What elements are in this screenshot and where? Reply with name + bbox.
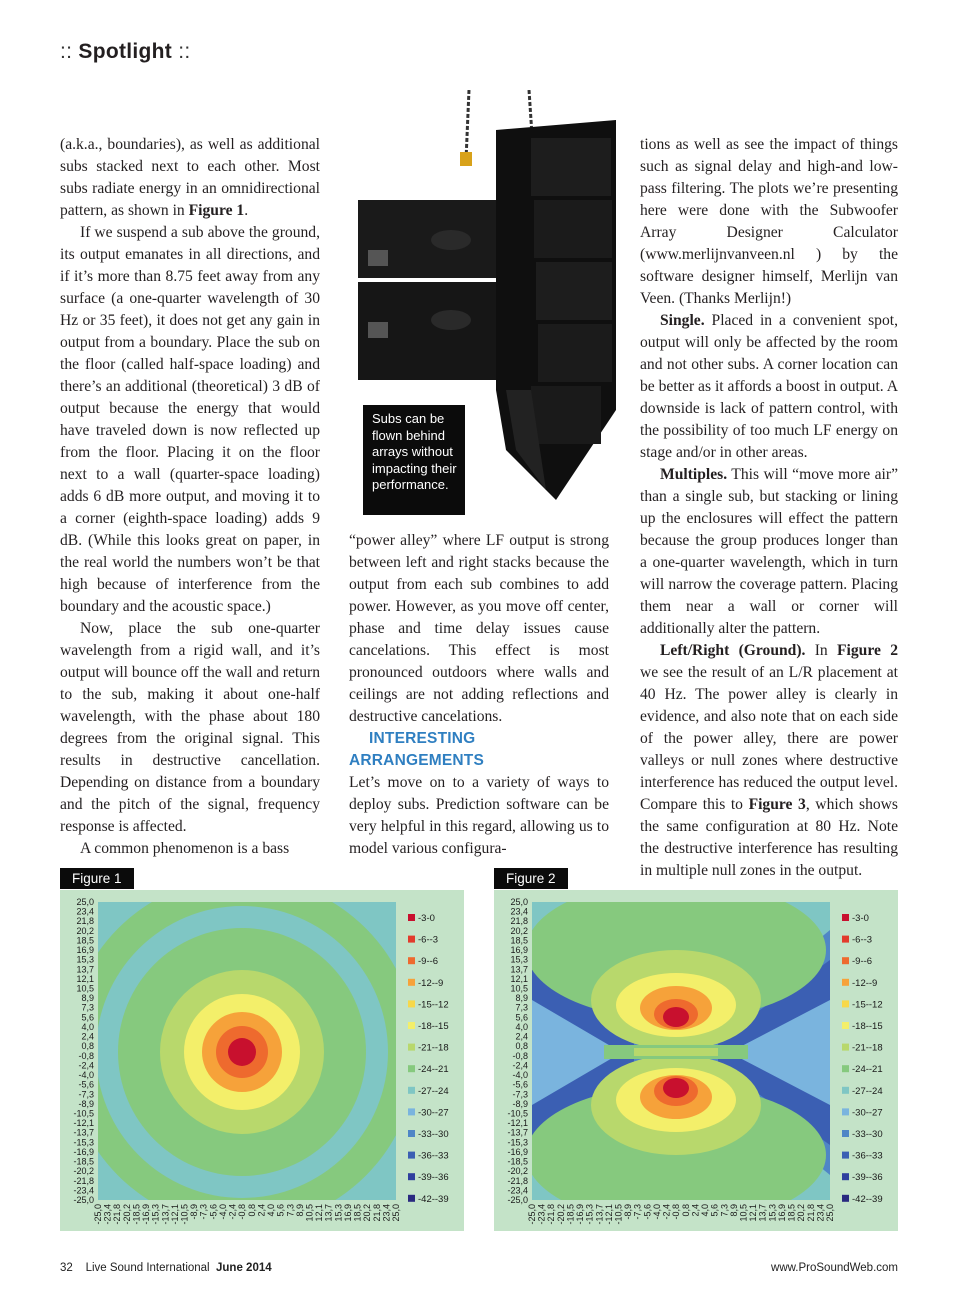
x-tick-label: 15,3	[767, 1204, 778, 1222]
x-tick-label: 21,8	[371, 1204, 382, 1222]
legend-swatch	[842, 1173, 849, 1180]
x-tick-label: -25,0	[527, 1204, 537, 1225]
y-tick-label: 12,1	[510, 973, 528, 984]
x-tick-label: 4,0	[700, 1204, 711, 1217]
y-tick-label: -23,4	[73, 1185, 94, 1196]
y-tick-label: -15,3	[73, 1137, 94, 1148]
legend-swatch	[408, 1065, 415, 1072]
x-tick-label: -10,5	[613, 1204, 624, 1225]
y-tick-label: 0,8	[515, 1041, 528, 1052]
x-tick-label: -13,7	[160, 1204, 171, 1225]
y-tick-label: 15,3	[76, 954, 94, 965]
legend-swatch	[842, 936, 849, 943]
legend-label: -15--12	[418, 999, 449, 1011]
paragraph: If we suspend a sub above the ground, its output emanates in all directions, and if it’s more than 8.75 feet away from any surface (a one-quarter wavelength of 30 Hz or 35 feet), it does not get any gain in output from a boundary. Place the sub on the floor (called half-space loading) and there’s an additional (theoretical) 3 dB of output because the energy that would have traveled down is now reflected up from the floor. Placing it on the floor next to a wall (quarter-space loading) adds 6 dB more output, and moving it to a corner (eighth-space loading) adds 9 dB. (While this looks great on paper, in the real world the numbers won’t be that high because of interference from the boundary and the acoustic space.)	[60, 224, 320, 615]
legend-label: -39--36	[418, 1172, 449, 1184]
y-tick-label: 4,0	[515, 1021, 528, 1032]
y-tick-label: -23,4	[507, 1185, 528, 1196]
x-tick-label: 20,2	[796, 1204, 807, 1222]
text-run: This will “move more air” than a single sub, but stacking or lining up the enclosures will effect the pattern because the group produces longer than a one-quarter wavelength, which in turn will narrow the coverage pattern. Placing them near a wall or corner will additionally alter the pattern.	[640, 466, 898, 637]
section-header	[60, 40, 191, 64]
text-run: Placed in a convenient spot, output will only be affected by the room and not other subs. A corner location can be better as it affords a boost in output. A downside is lack of pattern control, with the possibility of too much LF energy on stage and/or in other areas.	[640, 312, 898, 461]
y-tick-label: 18,5	[510, 935, 528, 946]
legend-label: -18--15	[852, 1021, 883, 1032]
x-tick-label: -16,9	[575, 1204, 586, 1225]
radiation-map	[67, 890, 417, 1227]
x-tick-label: 10,5	[304, 1204, 315, 1222]
x-tick-label: 0,8	[246, 1204, 257, 1217]
y-tick-label: -20,2	[507, 1166, 528, 1177]
y-tick-label: 16,9	[510, 945, 528, 956]
legend-label: -33--30	[418, 1129, 449, 1140]
y-tick-label: -15,3	[507, 1137, 528, 1148]
x-tick-label: -0,8	[671, 1204, 682, 1220]
x-tick-label: -0,8	[237, 1204, 248, 1220]
x-tick-label: -20,2	[121, 1204, 132, 1225]
y-tick-label: -0,8	[78, 1050, 94, 1061]
legend-swatch	[842, 914, 849, 921]
figure-ref: Figure 3	[748, 796, 806, 813]
legend-label: -42--39	[852, 1193, 883, 1205]
y-tick-label: -20,2	[73, 1166, 94, 1177]
paragraph: tions as well as see the impact of things such as signal delay and high-and low-pass filtering. The plots we’re presenting here were done with the Subwoofer Array Designer Calculator (www.merlijnvanveen.nl ) by the software designer himself, Merlijn van Veen. (Thanks Merlijn!)	[640, 136, 898, 307]
y-tick-label: -10,5	[73, 1108, 94, 1119]
y-tick-label: 4,0	[81, 1021, 94, 1032]
x-tick-label: -2,4	[227, 1204, 238, 1220]
y-tick-label: 21,8	[510, 916, 528, 927]
y-tick-label: 21,8	[76, 916, 94, 927]
legend-label: -42--39	[418, 1193, 449, 1205]
legend-label: -6--3	[418, 934, 439, 946]
x-tick-label: -21,8	[112, 1204, 123, 1225]
legend-swatch	[408, 1130, 415, 1137]
legend-label: -3-0	[418, 913, 435, 924]
x-tick-label: 7,3	[285, 1204, 296, 1217]
legend-swatch	[408, 1173, 415, 1180]
y-tick-label: 8,9	[515, 993, 528, 1004]
y-tick-label: -4,0	[512, 1070, 528, 1081]
x-tick-label: -8,9	[623, 1204, 634, 1220]
x-tick-label: 25,0	[391, 1204, 401, 1222]
y-tick-label: 5,6	[515, 1012, 528, 1023]
text-run: , which shows the same configuration at 80 Hz. Note the destructive interference has resulting in multiple null zones in the output.	[640, 796, 898, 879]
legend-label: -3-0	[852, 913, 869, 924]
legend-label: -30--27	[418, 1107, 449, 1119]
figure-1-plot	[60, 890, 464, 1231]
article-column-2	[349, 530, 609, 860]
x-tick-label: 18,5	[352, 1204, 363, 1222]
y-tick-label: 23,4	[76, 906, 94, 917]
figure-1-label: Figure 1	[60, 868, 134, 889]
y-tick-label: 5,6	[81, 1012, 94, 1023]
issue-date: June 2014	[216, 1262, 272, 1274]
y-tick-label: 2,4	[81, 1031, 94, 1042]
paragraph: Let’s move on to a variety of ways to deploy subs. Prediction software can be very helpful in this regard, allowing us to model various configura-	[349, 774, 609, 857]
legend-label: -36--33	[852, 1150, 883, 1162]
x-tick-label: 5,6	[709, 1204, 720, 1217]
legend-label: -18--15	[418, 1021, 449, 1032]
y-tick-label: 2,4	[515, 1031, 528, 1042]
x-tick-label: 2,4	[690, 1204, 701, 1217]
x-tick-label: -20,2	[555, 1204, 566, 1225]
publication-name: Live Sound International	[85, 1262, 210, 1274]
legend-label: -27--24	[418, 1085, 449, 1097]
y-tick-label: -12,1	[507, 1118, 528, 1129]
y-tick-label: -8,9	[512, 1098, 528, 1109]
x-tick-label: 25,0	[825, 1204, 835, 1222]
figure-2-label: Figure 2	[494, 868, 568, 889]
paragraph	[640, 640, 898, 882]
x-tick-label: -23,4	[536, 1204, 547, 1225]
article-column-1	[60, 134, 320, 860]
legend-swatch	[842, 1087, 849, 1094]
x-tick-label: -18,5	[565, 1204, 576, 1225]
y-tick-label: -13,7	[73, 1127, 94, 1138]
y-tick-label: -7,3	[512, 1089, 528, 1100]
legend-label: -36--33	[418, 1150, 449, 1162]
y-tick-label: 15,3	[510, 954, 528, 965]
legend-swatch	[842, 1065, 849, 1072]
x-tick-label: -12,1	[169, 1204, 180, 1225]
legend-swatch	[842, 1195, 849, 1202]
x-tick-label: 20,2	[362, 1204, 373, 1222]
x-tick-label: 2,4	[256, 1204, 267, 1217]
x-tick-label: 15,3	[333, 1204, 344, 1222]
x-tick-label: 21,8	[805, 1204, 816, 1222]
footer-left	[60, 1262, 272, 1274]
y-tick-label: 10,5	[76, 983, 94, 994]
x-tick-label: 0,8	[680, 1204, 691, 1217]
legend-swatch	[842, 1000, 849, 1007]
y-tick-label: 0,8	[81, 1041, 94, 1052]
legend-swatch	[408, 957, 415, 964]
y-tick-label: -25,0	[73, 1195, 94, 1205]
legend-label: -24--21	[418, 1064, 449, 1076]
section-title: Spotlight	[78, 40, 173, 63]
figure-2-plot	[494, 890, 898, 1231]
paragraph	[60, 134, 320, 222]
x-tick-label: -5,6	[642, 1204, 653, 1220]
run-in-heading: Single.	[660, 312, 705, 329]
paragraph: “power alley” where LF output is strong between left and right stacks because the output from each sub combines to add power. However, as you move off center, phase and time delay issues cause cancelations. This effect is most pronounced outdoors where walls and ceilings are not adding reflections and destructive cancelations.	[349, 532, 609, 725]
legend-swatch	[842, 1108, 849, 1115]
y-tick-label: 10,5	[510, 983, 528, 994]
legend-label: -9--6	[418, 956, 439, 968]
paragraph: Now, place the sub one-quarter wavelength from a rigid wall, and it’s output will bounce off the wall and return to the sub, making it about one-half wavelength, with the phase about 180 degrees from the original signal. This results in destructive cancellation. Depending on distance from a boundary and the pitch of the signal, frequency response is affected.	[60, 620, 320, 835]
x-tick-label: -4,0	[217, 1204, 228, 1220]
x-tick-label: -18,5	[131, 1204, 142, 1225]
x-tick-label: 7,3	[719, 1204, 730, 1217]
x-tick-label: 12,1	[748, 1204, 759, 1222]
radiation-map	[526, 890, 830, 1225]
y-tick-label: 13,7	[510, 964, 528, 975]
run-in-heading: Left/Right (Ground).	[660, 642, 806, 659]
legend-swatch	[408, 979, 415, 986]
x-tick-label: -7,3	[632, 1204, 643, 1220]
x-tick-label: -16,9	[141, 1204, 152, 1225]
legend-swatch	[842, 957, 849, 964]
legend-swatch	[408, 1108, 415, 1115]
y-tick-label: -5,6	[512, 1079, 528, 1090]
x-tick-label: -4,0	[651, 1204, 662, 1220]
legend-swatch	[842, 1044, 849, 1051]
y-tick-label: -5,6	[78, 1079, 94, 1090]
x-tick-label: 8,9	[294, 1204, 305, 1217]
x-tick-label: 18,5	[786, 1204, 797, 1222]
section-subheading: INTERESTING ARRANGEMENTS	[349, 730, 485, 769]
y-tick-label: -7,3	[78, 1089, 94, 1100]
x-tick-label: -13,7	[594, 1204, 605, 1225]
legend-label: -21--18	[418, 1042, 449, 1054]
x-tick-label: 16,9	[342, 1204, 353, 1222]
y-tick-label: 20,2	[76, 925, 94, 936]
legend-label: -39--36	[852, 1172, 883, 1184]
y-tick-label: -18,5	[507, 1156, 528, 1167]
y-tick-label: -8,9	[78, 1098, 94, 1109]
y-tick-label: -16,9	[73, 1146, 94, 1157]
paragraph	[640, 464, 898, 640]
x-tick-label: 23,4	[815, 1204, 826, 1222]
x-tick-label: 8,9	[728, 1204, 739, 1217]
run-in-heading: Multiples.	[660, 466, 728, 483]
paragraph	[640, 310, 898, 464]
y-tick-label: -0,8	[512, 1050, 528, 1061]
x-tick-label: -2,4	[661, 1204, 672, 1220]
legend-swatch	[408, 1022, 415, 1029]
page-number: 32	[60, 1262, 73, 1274]
legend-swatch	[408, 1044, 415, 1051]
legend-label: -12--9	[418, 977, 444, 989]
legend-swatch	[408, 914, 415, 921]
x-tick-label: 13,7	[757, 1204, 768, 1222]
legend-swatch	[842, 979, 849, 986]
x-tick-label: -21,8	[546, 1204, 557, 1225]
figure-ref: Figure 1	[188, 202, 245, 219]
x-tick-label: -8,9	[189, 1204, 200, 1220]
y-tick-label: -2,4	[512, 1060, 528, 1071]
y-tick-label: 7,3	[515, 1002, 528, 1013]
x-tick-label: -25,0	[93, 1204, 103, 1225]
legend-label: -6--3	[852, 934, 873, 946]
y-tick-label: 7,3	[81, 1002, 94, 1013]
y-tick-label: -16,9	[507, 1146, 528, 1157]
text-run: In	[805, 642, 838, 659]
y-tick-label: -25,0	[507, 1195, 528, 1205]
x-tick-label: -7,3	[198, 1204, 209, 1220]
legend-label: -15--12	[852, 999, 883, 1011]
y-tick-label: 16,9	[76, 945, 94, 956]
x-tick-label: -5,6	[208, 1204, 219, 1220]
photo-caption: Subs can be flown behind arrays without impacting their performance.	[363, 405, 465, 515]
legend-swatch	[842, 1130, 849, 1137]
text-run: (a.k.a., boundaries), as well as additional subs stacked next to each other. Most subs radiate energy in an omnidirectional pattern, as shown in	[60, 136, 320, 219]
x-tick-label: 13,7	[323, 1204, 334, 1222]
footer-website: www.ProSoundWeb.com	[771, 1262, 898, 1274]
x-tick-label: 12,1	[314, 1204, 325, 1222]
legend-swatch	[842, 1152, 849, 1159]
y-tick-label: -21,8	[507, 1175, 528, 1186]
legend-swatch	[408, 1195, 415, 1202]
article-column-3	[640, 134, 898, 882]
paragraph: A common phenomenon is a bass	[80, 840, 290, 857]
legend-swatch	[842, 1022, 849, 1029]
legend-swatch	[408, 936, 415, 943]
legend-swatch	[408, 1000, 415, 1007]
y-tick-label: -12,1	[73, 1118, 94, 1129]
legend-label: -9--6	[852, 956, 873, 968]
figure-ref: Figure 2	[837, 642, 898, 659]
legend-label: -27--24	[852, 1085, 883, 1097]
x-tick-label: 10,5	[738, 1204, 749, 1222]
x-tick-label: -23,4	[102, 1204, 113, 1225]
y-tick-label: -21,8	[73, 1175, 94, 1186]
y-tick-label: 8,9	[81, 993, 94, 1004]
text-run: .	[244, 202, 249, 219]
y-tick-label: 25,0	[76, 897, 94, 907]
y-tick-label: -13,7	[507, 1127, 528, 1138]
y-tick-label: 12,1	[76, 973, 94, 984]
x-tick-label: 5,6	[275, 1204, 286, 1217]
legend-label: -33--30	[852, 1129, 883, 1140]
x-tick-label: -15,3	[150, 1204, 161, 1225]
legend-label: -12--9	[852, 977, 878, 989]
x-tick-label: -10,5	[179, 1204, 190, 1225]
y-tick-label: -18,5	[73, 1156, 94, 1167]
y-tick-label: 25,0	[510, 897, 528, 907]
header-dots-left: ::	[60, 40, 73, 63]
y-tick-label: -2,4	[78, 1060, 94, 1071]
x-tick-label: 4,0	[266, 1204, 277, 1217]
y-tick-label: 18,5	[76, 935, 94, 946]
legend-label: -24--21	[852, 1064, 883, 1076]
y-tick-label: 23,4	[510, 906, 528, 917]
y-tick-label: 20,2	[510, 925, 528, 936]
x-tick-label: -12,1	[603, 1204, 614, 1225]
text-run: we see the result of an L/R placement at 40 Hz. The power alley is clearly in evidence, and also note that on each side of the power alley, there are power valleys or null zones where destructive interference has reduced the output level. Compare this to	[640, 664, 898, 813]
x-tick-label: 16,9	[776, 1204, 787, 1222]
legend-swatch	[408, 1152, 415, 1159]
legend-label: -30--27	[852, 1107, 883, 1119]
x-tick-label: 23,4	[381, 1204, 392, 1222]
x-tick-label: -15,3	[584, 1204, 595, 1225]
legend-label: -21--18	[852, 1042, 883, 1054]
header-dots-right: ::	[178, 40, 191, 63]
legend-swatch	[408, 1087, 415, 1094]
y-tick-label: -4,0	[78, 1070, 94, 1081]
y-tick-label: 13,7	[76, 964, 94, 975]
y-tick-label: -10,5	[507, 1108, 528, 1119]
